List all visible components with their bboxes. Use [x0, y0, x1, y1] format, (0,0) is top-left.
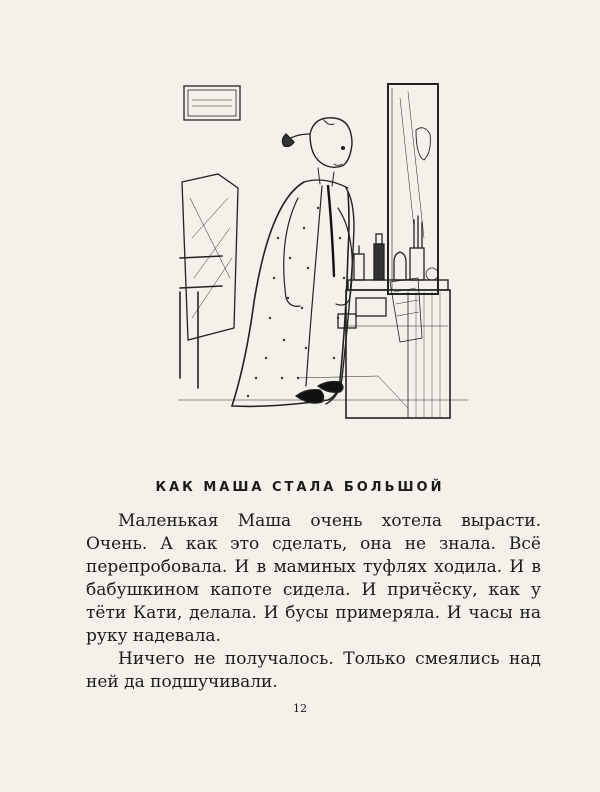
story-paragraph: Маленькая Маша очень хотела вырасти. Очень. А как это сделать, она не знала. Всё перепробовала. И в маминых туфлях ходила. И в бабушкином капоте сидела. И причёску, как у тёти Кати, делала. И бусы примеряла. И часы на руку надевала.: [86, 511, 541, 646]
page-number: 12: [293, 702, 307, 715]
girl-at-mirror-illustration: [178, 78, 468, 430]
story-body: [86, 510, 541, 694]
story-paragraph: Ничего не получалось. Только смеялись над ней да подшучивали.: [86, 649, 541, 692]
girl-at-mirror-drawing-icon: [178, 78, 468, 430]
story-title: КАК МАША СТАЛА БОЛЬШОЙ: [155, 480, 445, 495]
